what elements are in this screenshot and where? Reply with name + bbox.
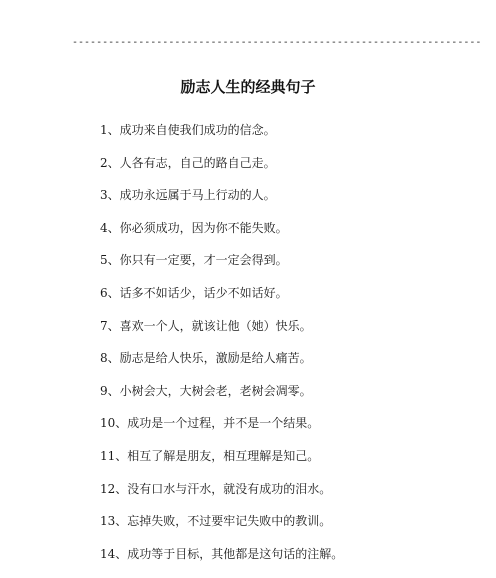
list-item: 10、成功是一个过程，并不是一个结果。 xyxy=(100,416,320,431)
list-item: 3、成功永远属于马上行动的人。 xyxy=(100,188,276,203)
list-item: 12、没有口水与汗水，就没有成功的泪水。 xyxy=(100,481,332,496)
list-item: 8、励志是给人快乐，激励是给人痛苦。 xyxy=(100,351,312,366)
separator-line: -------------------------------------------------------------------- xyxy=(72,37,482,48)
list-item: 6、话多不如话少，话少不如话好。 xyxy=(100,285,288,300)
list-item: 4、你必须成功，因为你不能失败。 xyxy=(100,220,288,235)
list-item: 2、人各有志，自己的路自己走。 xyxy=(100,155,276,170)
list-item: 5、你只有一定要，才一定会得到。 xyxy=(100,253,288,268)
list-item: 11、相互了解是朋友，相互理解是知己。 xyxy=(100,448,320,463)
list-item: 1、成功来自使我们成功的信念。 xyxy=(100,123,276,137)
list-item: 14、成功等于目标，其他都是这句话的注解。 xyxy=(100,546,344,561)
sentence-list xyxy=(100,122,343,578)
list-item: 9、小树会大，大树会老，老树会凋零。 xyxy=(100,383,312,398)
list-item: 13、忘掉失败，不过要牢记失败中的教训。 xyxy=(100,514,332,529)
document-title: 励志人生的经典句子 xyxy=(180,78,316,96)
list-item: 7、喜欢一个人，就该让他（她）快乐。 xyxy=(100,318,312,333)
